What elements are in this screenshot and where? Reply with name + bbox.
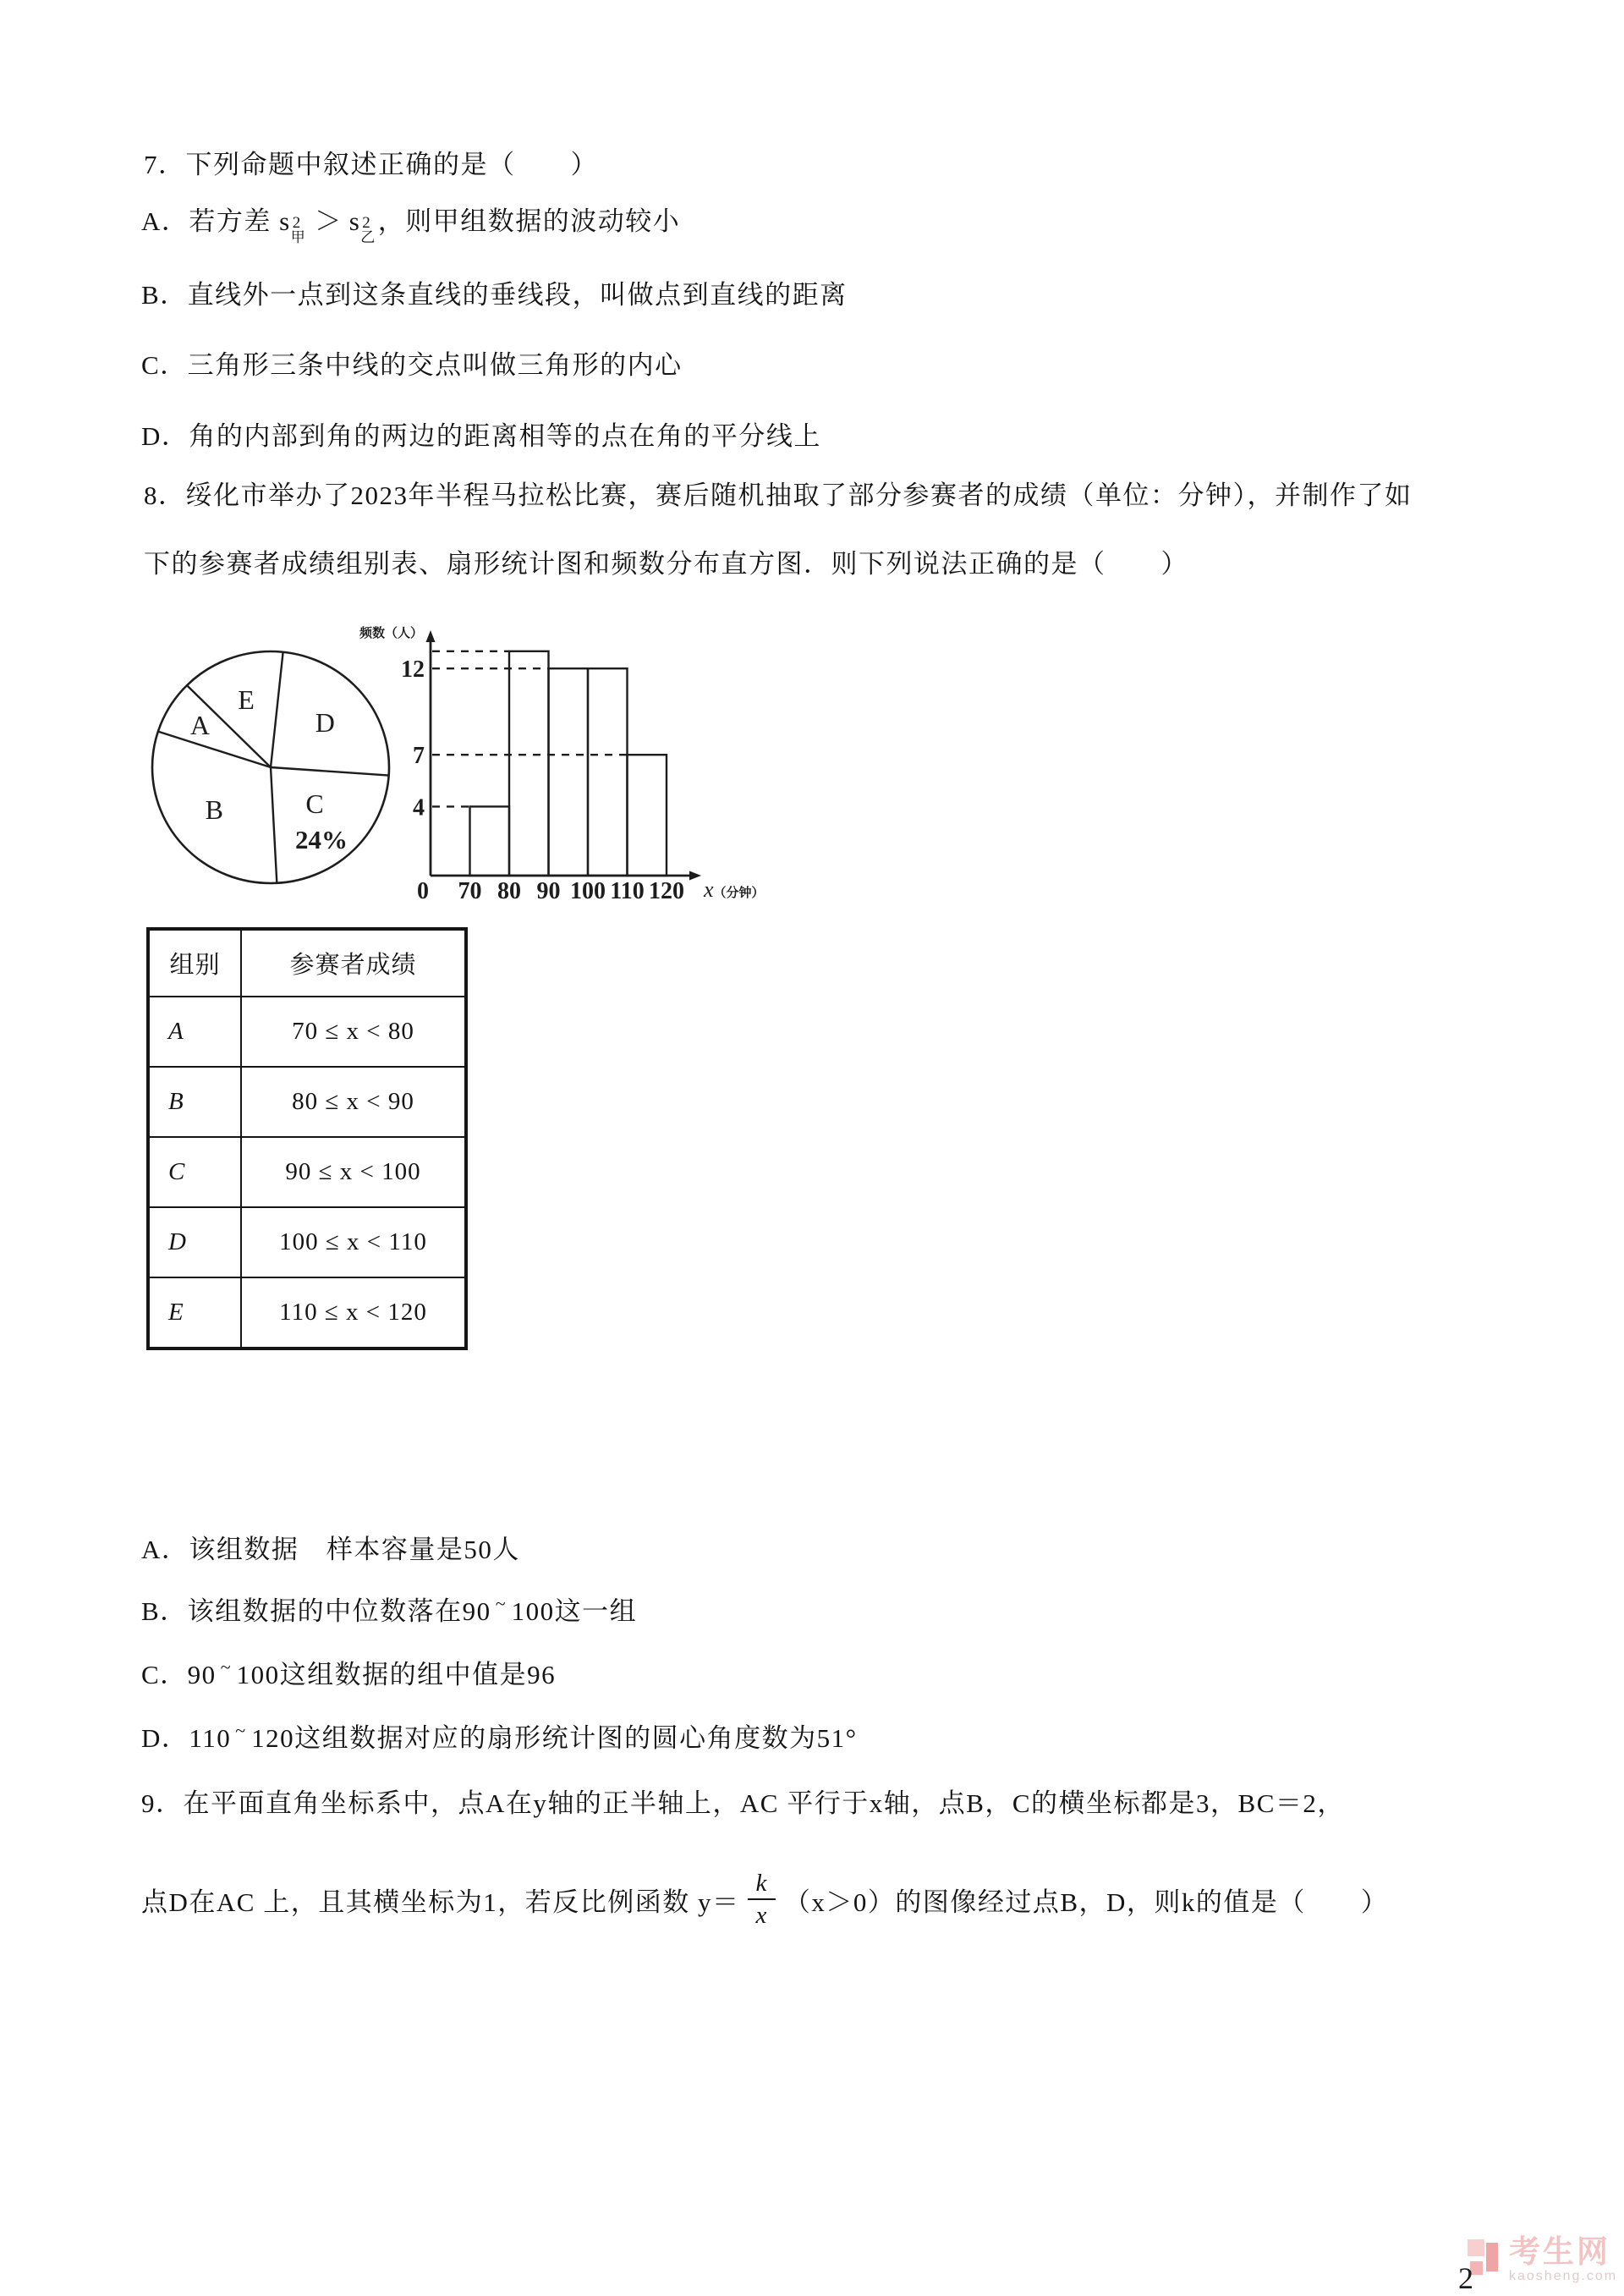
q7-title: 7．下列命题中叙述正确的是（ ）: [144, 150, 598, 179]
q8-option-b: B．该组数据的中位数落在90 ~ 100这一组: [141, 1593, 638, 1627]
y-axis-arrow: [426, 630, 436, 642]
pie-slice-percent-label: 24%: [295, 824, 348, 854]
q8-stem-line1: 8．绥化市举办了2023年半程马拉松比赛，赛后随机抽取了部分参赛者的成绩（单位：分钟），并制作了如: [144, 481, 1413, 510]
variance-symbol-jia: s 2 甲: [279, 206, 307, 245]
watermark-site-name: 考生网: [1509, 2234, 1610, 2269]
pie-slice-label: C: [305, 788, 324, 819]
histogram-bar: [588, 668, 628, 876]
frequency-histogram: [343, 616, 770, 908]
pie-slice-label: E: [238, 684, 255, 715]
range-tilde: ~: [495, 1593, 506, 1614]
reciprocal-fraction: [748, 1870, 775, 1929]
page-number: 2: [1458, 2261, 1473, 2295]
x-axis-title: x（分钟）: [704, 877, 765, 902]
group-label-cell: D: [149, 1207, 241, 1277]
x-tick-label: 110: [610, 878, 645, 904]
variance-symbol-yi: s 2 乙: [348, 206, 376, 245]
histogram-bar: [509, 651, 549, 876]
q7-option-a-post: ，则甲组数据的波动较小: [377, 206, 681, 236]
group-label-cell: E: [149, 1277, 241, 1348]
x-tick-label: 80: [497, 878, 521, 904]
table-row: [149, 997, 465, 1067]
score-range-cell: 80 ≤ x < 90: [241, 1067, 465, 1137]
x-tick-label: 90: [536, 878, 561, 904]
q7-option-d: D．角的内部到角的两边的距离相等的点在角的平分线上: [141, 421, 821, 451]
group-label-cell: C: [149, 1137, 241, 1207]
score-range-cell: 110 ≤ x < 120: [241, 1277, 465, 1348]
kaosheng-watermark: [1466, 2236, 1617, 2284]
q9-stem-line1: 9．在平面直角坐标系中，点A在y轴的正半轴上，AC 平行于x轴，点B，C的横坐标都是3，BC＝2，: [141, 1788, 1345, 1818]
q9-line2-post: （x＞0）的图像经过点B，D，则k的值是（ ）: [783, 1887, 1389, 1917]
q8-option-d: D．110 ~ 120这组数据对应的扇形统计图的圆心角度数为51°: [141, 1720, 858, 1754]
group-label-cell: A: [149, 997, 241, 1067]
q7-option-b: B．直线外一点到这条直线的垂线段，叫做点到直线的距离: [141, 280, 848, 310]
pie-slice-label: A: [189, 709, 210, 740]
fraction-numerator: k: [755, 1869, 768, 1897]
q9-stem-line2: [141, 1855, 1388, 1943]
table-row: [149, 1067, 465, 1137]
q8-option-c: C．90 ~ 100这组数据的组中值是96: [141, 1656, 557, 1690]
histogram-bar: [470, 806, 510, 876]
y-axis-title: 频数（人）: [359, 627, 423, 640]
x-tick-label: 100: [570, 878, 606, 904]
x-tick-label: 120: [649, 878, 684, 904]
q7-option-c: C．三角形三条中线的交点叫做三角形的内心: [141, 350, 683, 380]
origin-label: 0: [417, 878, 429, 904]
pie-slice-label: B: [205, 794, 224, 826]
q9-line2-pre: 点D在AC 上，且其横坐标为1，若反比例函数 y＝: [141, 1887, 740, 1917]
q7-option-a-pre: 若方差: [189, 206, 272, 236]
pie-slice-line: [271, 767, 277, 883]
q8-option-a: A．该组数据 样本容量是50人: [141, 1535, 520, 1564]
q7-option-a-label: A．: [141, 206, 189, 236]
histogram-bar: [549, 668, 589, 876]
histogram-bar: [628, 755, 667, 876]
score-range-cell: 100 ≤ x < 110: [241, 1207, 465, 1277]
table-header-group: 组别: [149, 930, 241, 997]
greater-than-sign: ＞: [315, 206, 343, 236]
x-axis-arrow: [689, 871, 701, 881]
watermark-domain: kaosheng.com: [1509, 2269, 1618, 2283]
pie-slice-line: [271, 652, 283, 767]
score-range-cell: 70 ≤ x < 80: [241, 997, 465, 1067]
y-tick-label: 12: [401, 656, 425, 684]
table-header-score: 参赛者成绩: [241, 930, 465, 997]
table-row: [149, 1137, 465, 1207]
x-tick-label: 70: [458, 878, 482, 904]
score-group-table: [148, 929, 466, 1348]
table-row: [149, 1207, 465, 1277]
table-row: [149, 1277, 465, 1348]
range-tilde: ~: [235, 1720, 246, 1741]
group-label-cell: B: [149, 1067, 241, 1137]
range-tilde: ~: [220, 1656, 231, 1678]
q8-stem-line2: 下的参赛者成绩组别表、扇形统计图和频数分布直方图．则下列说法正确的是（ ）: [144, 549, 1188, 579]
y-tick-label: 4: [413, 794, 425, 821]
score-range-cell: 90 ≤ x < 100: [241, 1137, 465, 1207]
pie-slice-label: D: [315, 707, 335, 739]
q7-option-a: [141, 206, 680, 244]
fraction-denominator: x: [748, 1898, 775, 1928]
y-tick-label: 7: [413, 743, 425, 770]
